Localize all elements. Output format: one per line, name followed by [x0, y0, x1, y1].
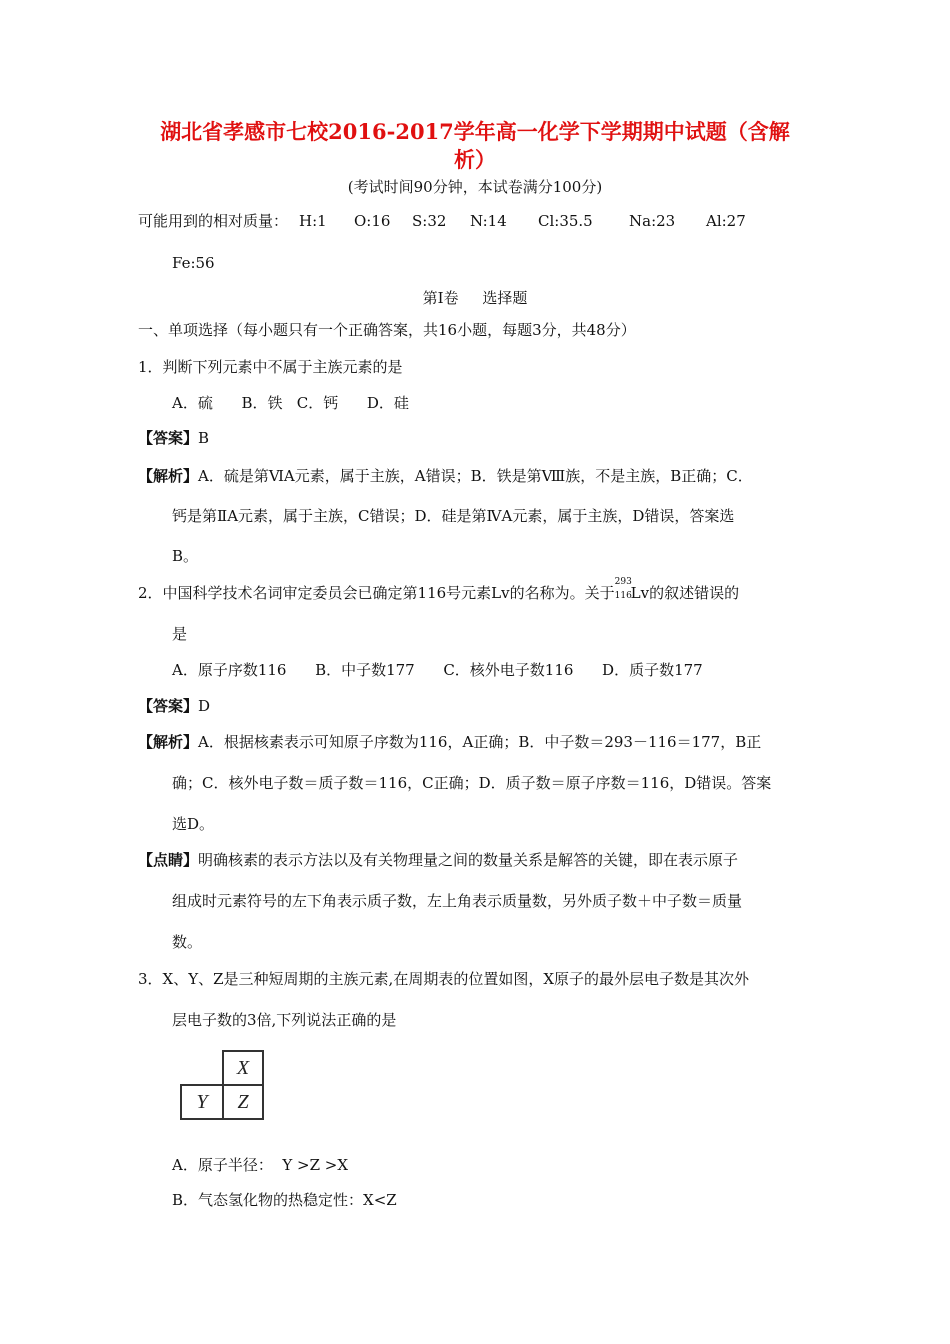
- q2-stem-line-2: 是: [172, 625, 188, 643]
- q1-analysis-line-2: 钙是第ⅡA元素，属于主族，C错误；D．硅是第ⅣA元素，属于主族，D错误，答案选: [172, 507, 735, 525]
- document-title: [130, 118, 820, 174]
- q3-option-b: B．气态氢化物的热稳定性：X<Z: [172, 1191, 397, 1209]
- mass-o: O:16: [354, 212, 391, 230]
- q1-options: A．硫 B．铁 C．钙 D．硅: [172, 394, 409, 412]
- cell-x: X: [222, 1050, 264, 1086]
- answer-value: D: [198, 697, 211, 715]
- analysis-label: 【解析】: [138, 733, 199, 751]
- answer-label: 【答案】: [138, 697, 199, 715]
- q2-stem-post: 的叙述错误的: [649, 584, 740, 602]
- q2-analysis-line-2: 确；C．核外电子数＝质子数＝116，C正确；D．质子数＝原子序数＝116，D错误。答案: [172, 774, 772, 792]
- q2-stem-line-1: [138, 577, 740, 603]
- title-line-2: 析）: [454, 147, 496, 172]
- periodic-table-fragment: [180, 1045, 270, 1120]
- q2-tip-line-1: [138, 850, 738, 870]
- title-line-1: 湖北省孝感市七校2016-2017学年高一化学下学期期中试题（含解: [160, 119, 790, 144]
- q2-analysis-line-3: 选D。: [172, 815, 215, 833]
- q3-option-a: A．原子半径： Y >Z >X: [172, 1156, 349, 1174]
- q1-analysis-line-1: [138, 466, 753, 486]
- q1-analysis-line-3: B。: [172, 547, 199, 565]
- q3-stem-line-1: 3．X、Y、Z是三种短周期的主族元素,在周期表的位置如图，X原子的最外层电子数是其次外: [138, 970, 749, 988]
- mass-number: 293: [614, 577, 632, 587]
- exam-info: (考试时间90分钟，本试卷满分100分): [347, 178, 603, 196]
- mass-na: Na:23: [629, 212, 676, 230]
- analysis-label: 【解析】: [138, 467, 199, 485]
- masses-line: [138, 211, 288, 231]
- cell-y: Y: [180, 1084, 224, 1120]
- cell-z: Z: [222, 1084, 264, 1120]
- q3-stem-line-2: 层电子数的3倍,下列说法正确的是: [172, 1011, 397, 1029]
- q2-analysis-line-1: [138, 732, 761, 752]
- section-title: 第Ⅰ卷 选择题: [422, 289, 528, 307]
- mass-cl: Cl:35.5: [538, 212, 593, 230]
- q2-stem-pre: 2．中国科学技术名词审定委员会已确定第116号元素Lv的名称为。关于: [138, 584, 615, 602]
- q2-tip-line-2: 组成时元素符号的左下角表示质子数，左上角表示质量数，另外质子数＋中子数＝质量: [172, 892, 743, 910]
- analysis-text: A．根据核素表示可知原子序数为116，A正确；B．中子数＝293－116＝177，B正: [198, 733, 762, 751]
- atomic-number: 116: [614, 591, 632, 601]
- q2-tip-line-3: 数。: [172, 933, 203, 951]
- answer-value: B: [198, 429, 210, 447]
- answer-label: 【答案】: [138, 429, 199, 447]
- mass-h: H:1: [299, 212, 327, 230]
- mass-s: S:32: [412, 212, 447, 230]
- q1-stem: 1．判断下列元素中不属于主族元素的是: [138, 358, 403, 376]
- mass-n: N:14: [470, 212, 507, 230]
- mass-al: Al:27: [706, 212, 746, 230]
- analysis-text: A．硫是第ⅥA元素，属于主族，A错误；B．铁是第Ⅷ族，不是主族，B正确；C．: [198, 467, 753, 485]
- q1-answer: [138, 428, 209, 448]
- nuclide-notation: [614, 577, 632, 603]
- mass-fe: Fe:56: [172, 254, 215, 272]
- tip-label: 【点睛】: [138, 851, 199, 869]
- tip-text: 明确核素的表示方法以及有关物理量之间的数量关系是解答的关键，即在表示原子: [198, 851, 739, 869]
- part-heading: 一、单项选择（每小题只有一个正确答案，共16小题，每题3分，共48分）: [138, 321, 636, 339]
- masses-label: 可能用到的相对质量：: [138, 212, 289, 230]
- element-symbol: Lv: [630, 584, 650, 602]
- q2-answer: [138, 696, 210, 716]
- q2-options: A．原子序数116 B．中子数177 C．核外电子数116 D．质子数177: [172, 661, 703, 679]
